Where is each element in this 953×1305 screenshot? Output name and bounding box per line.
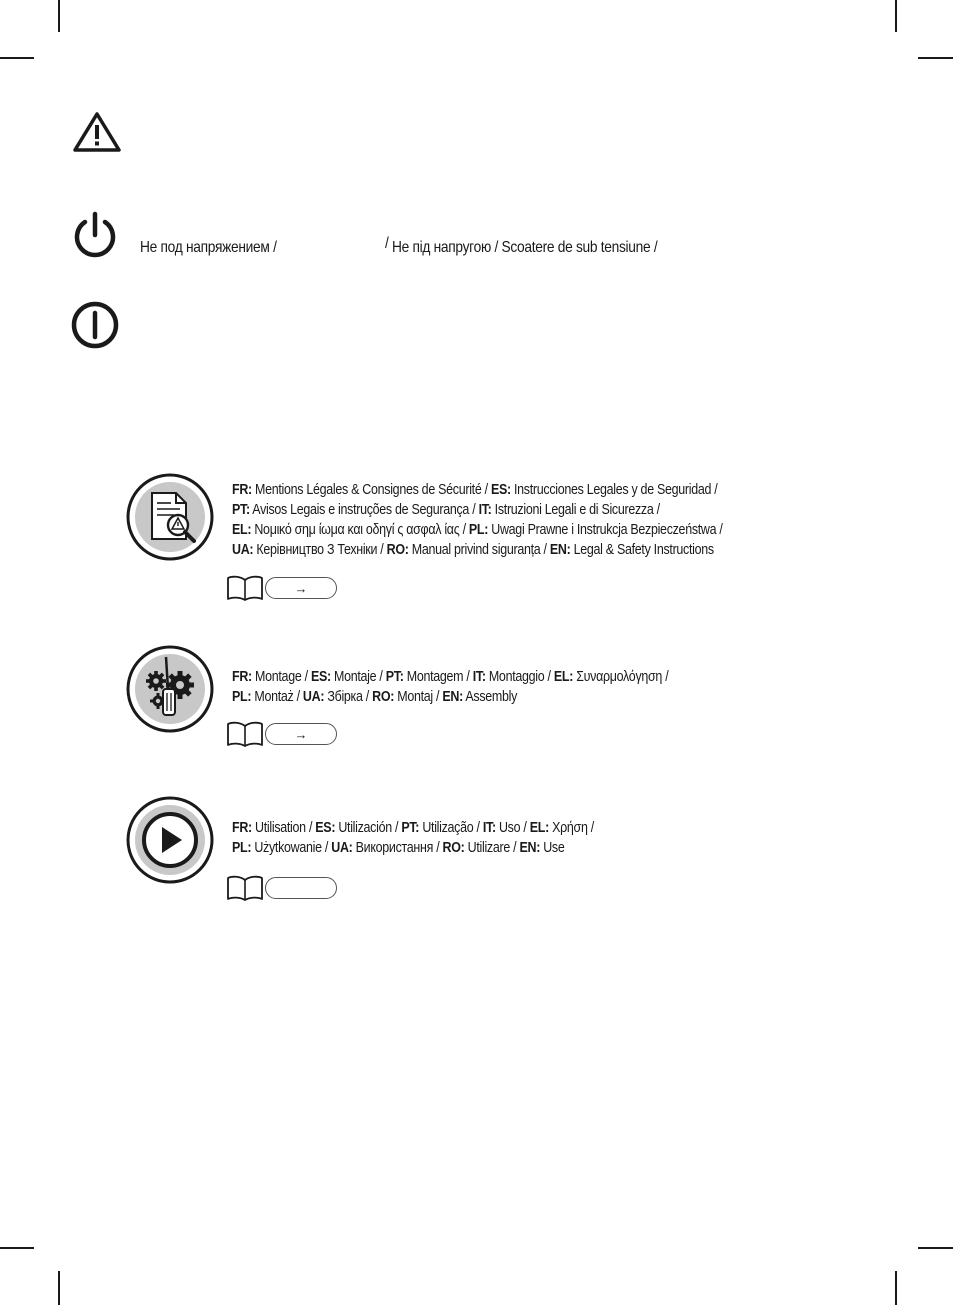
- lang-code: UA:: [331, 840, 353, 856]
- gears-screwdriver-icon: [126, 645, 214, 733]
- power-off-sep: /: [384, 235, 389, 252]
- text-line: [232, 520, 723, 540]
- text-line: [232, 687, 668, 707]
- lang-code: EN:: [519, 840, 541, 856]
- power-off-ua-ro: Не під напругою / Scoatere de sub tensiune /: [391, 239, 658, 256]
- lang-text: Mentions Légales & Consignes de Sécurité /: [251, 482, 491, 498]
- section-icon-legal: [126, 473, 214, 561]
- lang-code: PT:: [385, 669, 404, 685]
- lang-text: Νομικό σημ ίωμα και οδηγί ς ασφαλ ίας /: [251, 522, 469, 538]
- lang-text: Montagem /: [403, 669, 473, 685]
- lang-code: EL:: [232, 522, 252, 538]
- lang-code: PT:: [232, 502, 250, 518]
- lang-text: Istruzioni Legali e di Sicurezza /: [491, 502, 660, 518]
- lang-text: Керівництво З Техніки /: [253, 542, 387, 558]
- lang-text: Manual privind siguranța /: [408, 542, 550, 558]
- page-reference: [265, 577, 337, 599]
- section-icon-assembly: [126, 645, 214, 733]
- lang-code: PT:: [401, 820, 420, 836]
- text-line: [232, 667, 668, 687]
- play-icon: [126, 796, 214, 884]
- section-use-text: [232, 818, 653, 858]
- page-reference: [265, 723, 337, 745]
- section-icon-use: [126, 796, 214, 884]
- lang-code: PL:: [232, 689, 252, 705]
- lang-code: RO:: [372, 689, 395, 705]
- lang-code: FR:: [232, 820, 252, 836]
- crop-mark: [895, 1271, 897, 1305]
- text-line: [232, 540, 723, 560]
- lang-text: Utilização /: [419, 820, 483, 836]
- lang-code: EL:: [553, 669, 574, 685]
- lang-text: Assembly: [462, 689, 518, 705]
- lang-code: UA:: [302, 689, 325, 705]
- lang-text: Uwagi Prawne i Instrukcja Bezpieczeństwa /: [488, 522, 723, 538]
- lang-text: Збірка /: [324, 689, 373, 705]
- lang-code: EN:: [549, 542, 571, 558]
- lang-code: RO:: [442, 840, 465, 856]
- lang-text: Utilización /: [335, 820, 402, 836]
- crop-mark: [0, 1247, 34, 1249]
- lang-code: IT:: [482, 820, 496, 836]
- book-icon: [226, 875, 264, 901]
- lang-text: Legal & Safety Instructions: [570, 542, 714, 558]
- lang-text: Użytkowanie /: [251, 840, 332, 856]
- lang-text: Montaj /: [394, 689, 443, 705]
- power-off-text: [140, 235, 658, 258]
- lang-code: FR:: [232, 669, 252, 685]
- lang-text: Instrucciones Legales y de Seguridad /: [510, 482, 718, 498]
- document-magnifier-warning-icon: [126, 473, 214, 561]
- lang-text: Utilisation /: [251, 820, 316, 836]
- lang-code: RO:: [386, 542, 409, 558]
- lang-code: ES:: [315, 820, 336, 836]
- lang-code: UA:: [232, 542, 254, 558]
- arrow-right-icon: →: [294, 726, 308, 742]
- page-reference: [265, 877, 337, 899]
- lang-code: EN:: [442, 689, 463, 705]
- crop-mark: [58, 0, 60, 32]
- lang-code: IT:: [472, 669, 486, 685]
- lang-code: PL:: [468, 522, 489, 538]
- lang-text: Χρήση /: [548, 820, 594, 836]
- lang-code: FR:: [232, 482, 252, 498]
- crop-mark: [918, 57, 953, 59]
- crop-mark: [918, 1247, 953, 1249]
- book-icon: [226, 575, 264, 601]
- lang-text: Utilizare /: [464, 840, 520, 856]
- lang-text: Συναρμολόγηση /: [573, 669, 669, 685]
- text-line: [232, 500, 723, 520]
- warning-icon: [72, 111, 122, 153]
- text-line: [232, 480, 723, 500]
- section-legal-text: [232, 480, 802, 560]
- lang-code: ES:: [490, 482, 511, 498]
- lang-text: Montaż /: [251, 689, 303, 705]
- text-line: [232, 818, 594, 838]
- lang-text: Use: [540, 840, 565, 856]
- lang-text: Montage /: [251, 669, 311, 685]
- lang-text: Montaggio /: [485, 669, 554, 685]
- crop-mark: [0, 57, 34, 59]
- power-off-ru: Не под напряжением /: [140, 239, 277, 256]
- lang-text: Montaje /: [330, 669, 386, 685]
- power-icon: [70, 211, 120, 261]
- lang-text: Використання /: [352, 840, 443, 856]
- text-line: [232, 838, 594, 858]
- section-assembly-text: [232, 667, 739, 707]
- book-icon: [226, 721, 264, 747]
- lang-code: EL:: [529, 820, 549, 836]
- lang-code: PL:: [232, 840, 252, 856]
- arrow-right-icon: →: [294, 580, 308, 596]
- crop-mark: [58, 1271, 60, 1305]
- lang-text: Avisos Legais e instruções de Segurança /: [249, 502, 479, 518]
- lang-code: ES:: [310, 669, 331, 685]
- power-on-icon: [70, 300, 120, 350]
- crop-mark: [895, 0, 897, 32]
- lang-code: IT:: [478, 502, 492, 518]
- lang-text: Uso /: [495, 820, 530, 836]
